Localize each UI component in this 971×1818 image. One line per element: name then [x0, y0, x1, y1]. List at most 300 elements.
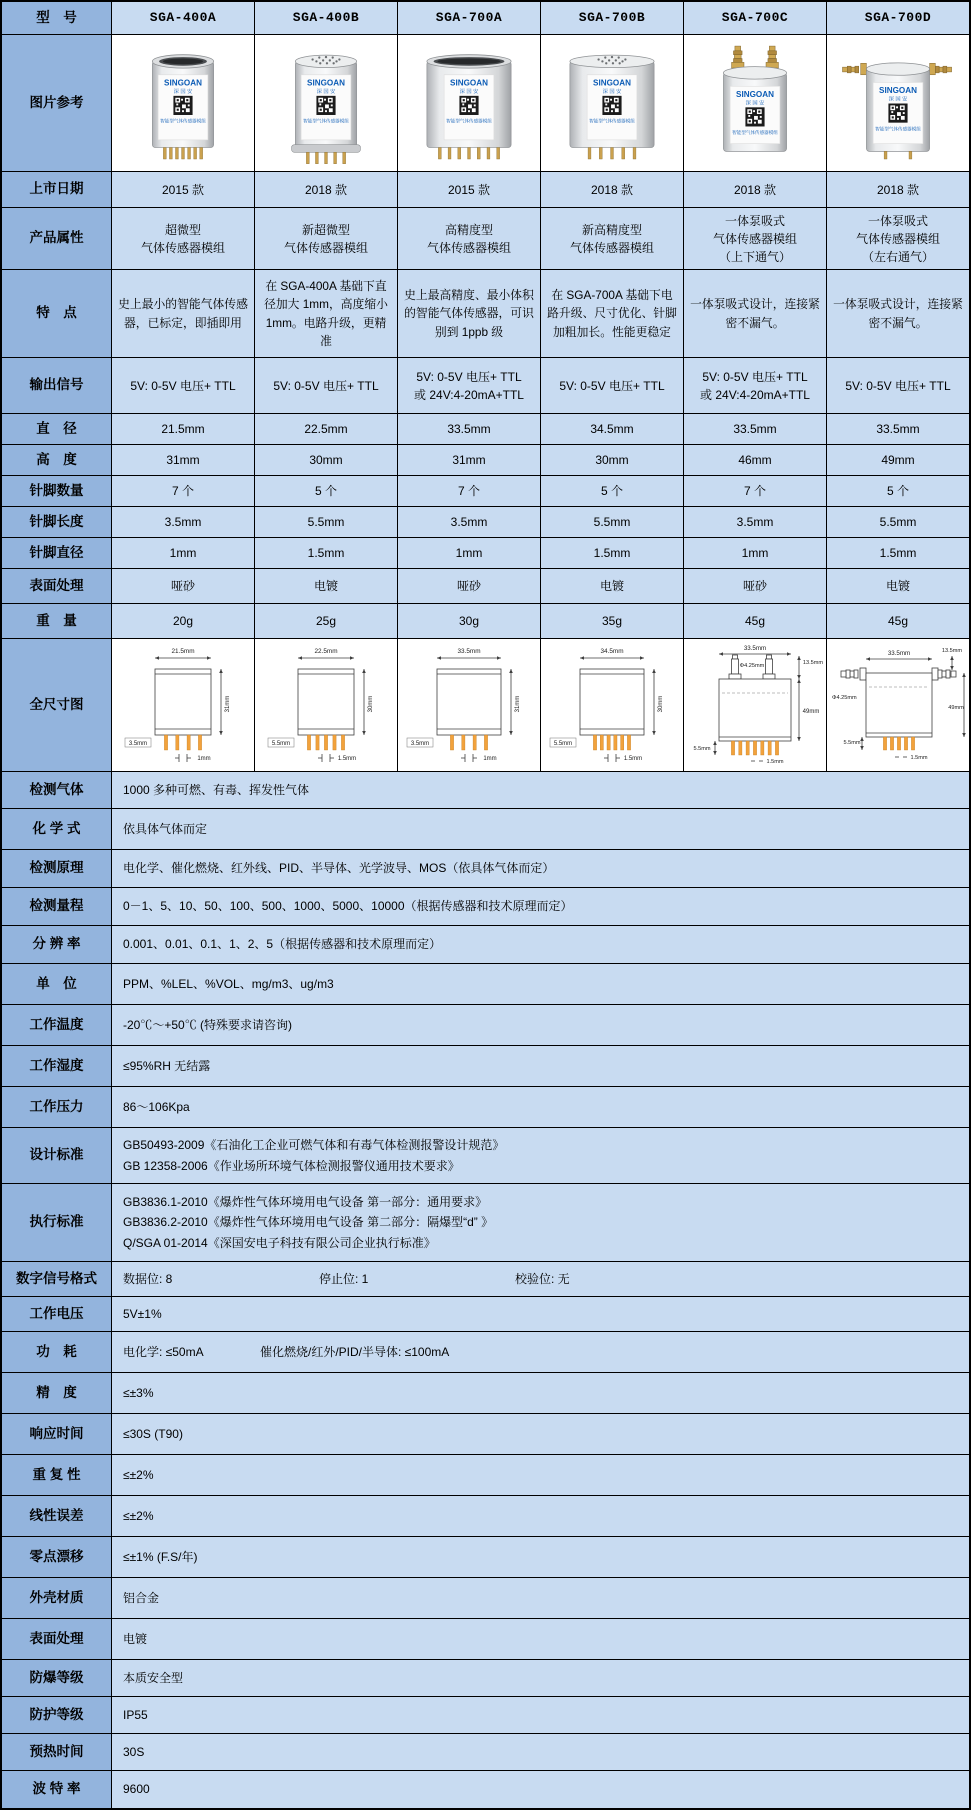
spec-value: 30S: [123, 1744, 145, 1759]
spec-cell-line: 5 个: [600, 484, 623, 498]
spec-cell-line: （上下通气）: [718, 249, 791, 264]
spec-value: IP55: [123, 1707, 148, 1722]
drawing-pin-icon: [341, 735, 344, 750]
spec-cell-weight: [398, 604, 541, 638]
spec-cell-launch-date: [255, 172, 398, 207]
spec-row-protection-grade: [2, 1697, 969, 1734]
spec-cell-line: 46mm: [738, 453, 772, 467]
spec-cell-surface-finish: [541, 569, 684, 603]
spec-value-cell-repeatability: [112, 1455, 969, 1495]
row-label-preheat-time: 预热时间: [2, 1734, 112, 1770]
spec-row-pin-length: [2, 507, 969, 538]
row-label-response-time: 响应时间: [2, 1414, 112, 1454]
brand-cn-text: 深 国 安: [459, 88, 479, 95]
dimension-drawing-cell-sga-700c: [684, 639, 827, 771]
spec-cell-features: [398, 270, 541, 357]
spec-cell-line: 气体传感器模组: [855, 231, 940, 246]
row-label-resolution: 分 辨 率: [2, 926, 112, 963]
model-header-sga-700a: SGA-700A: [398, 2, 541, 34]
spec-row-height: [2, 445, 969, 476]
spec-cell-launch-date: [398, 172, 541, 207]
spec-cell-line: 5V: 0-5V 电压+ TTL: [273, 378, 379, 393]
spec-value-cell-operating-voltage: [112, 1297, 969, 1331]
spec-cell-output-signal: [398, 358, 541, 413]
spec-cell-surface-finish: [255, 569, 398, 603]
gold-pin-icon: [909, 151, 912, 159]
dimension-label: 21.5mm: [170, 647, 195, 655]
dimension-label: Φ4.25mm: [831, 694, 857, 701]
spec-row-operating-temperature: [2, 1005, 969, 1046]
brass-nozzle-icon: [733, 58, 742, 62]
spec-value-cell-resolution: [112, 926, 969, 963]
spec-cell-line: 2015 款: [161, 182, 205, 197]
spec-cell-line: 2018 款: [590, 182, 634, 197]
spec-cell-line: 5V: 0-5V 电压+ TTL: [845, 378, 951, 393]
spec-cell-line: （左右通气）: [861, 249, 934, 264]
gold-pin-icon: [438, 147, 441, 158]
dimension-label: 1.5mm: [765, 758, 784, 765]
spec-value: -20℃～+50℃ (特殊要求请咨询): [123, 1017, 293, 1032]
spec-cell-line: 或 24V:4-20mA+TTL: [700, 387, 810, 402]
row-label-repeatability: 重 复 性: [2, 1455, 112, 1495]
spec-row-surface-finish: [2, 569, 969, 604]
row-label-drawing: 全尺寸图: [2, 639, 112, 771]
spec-cell-pin-count: [255, 476, 398, 506]
spec-value-cell-digital-signal-format: [112, 1262, 969, 1296]
drawing-pin-icon: [753, 741, 756, 755]
brand-logo-text: SINGOAN: [593, 77, 631, 87]
spec-cell-line: 新高精度型: [581, 222, 642, 237]
spec-cell-line: 一体泵吸式设计，连接紧密不漏气。: [690, 297, 820, 330]
spec-cell-line: 史上最高精度、最小体积的智能气体传感器，可识别到 1ppb 级: [404, 288, 534, 339]
spec-row-shell-surface-finish: [2, 1619, 969, 1660]
row-label-model: 型 号: [2, 2, 112, 34]
spec-cell-line: 45g: [744, 614, 766, 628]
drawing-pin-icon: [904, 737, 907, 750]
spec-value-cell-response-time: [112, 1414, 969, 1454]
spec-cell-output-signal: [541, 358, 684, 413]
vent-hole-icon: [615, 59, 617, 61]
spec-row-operating-pressure: [2, 1087, 969, 1128]
brass-nozzle-icon: [861, 63, 867, 74]
drawing-pin-icon: [324, 735, 327, 750]
row-label-operating-temperature: 工作温度: [2, 1005, 112, 1045]
spec-cell-line: 5V: 0-5V 电压+ TTL: [702, 369, 808, 384]
spec-value: ≤30S (T90): [123, 1426, 183, 1441]
spec-row-accuracy: [2, 1373, 969, 1414]
spec-cell-line: 5 个: [314, 484, 337, 498]
vent-hole-icon: [597, 58, 599, 60]
spec-cell-line: 3.5mm: [736, 515, 774, 529]
spec-cell-line: 45g: [887, 614, 909, 628]
spec-cell-product-attribute: [541, 208, 684, 269]
drawing-pin-icon: [890, 737, 893, 750]
vent-hole-icon: [315, 60, 317, 62]
spec-row-pin-count: [2, 476, 969, 507]
spec-cell-line: 气体传感器模组: [283, 240, 368, 255]
spec-cell-height: [541, 445, 684, 475]
standard-line: Q/SGA 01-2014《深国安电子科技有限公司企业执行标准》: [123, 1235, 436, 1250]
drawing-pin-icon: [473, 735, 476, 750]
dimension-drawing-cell-sga-400b: [255, 639, 398, 771]
spec-value-cell-power-consumption: [112, 1332, 969, 1372]
dimension-label: 1.5mm: [909, 754, 928, 761]
spec-row-detect-gas: [2, 772, 969, 809]
vent-hole-icon: [618, 56, 620, 58]
spec-cell-line: 49mm: [881, 453, 915, 467]
spec-cell-line: 31mm: [166, 453, 200, 467]
spec-row-unit: [2, 964, 969, 1005]
gold-pin-icon: [176, 147, 179, 158]
row-label-shell-material: 外壳材质: [2, 1578, 112, 1618]
spec-cell-line: 哑砂: [170, 579, 195, 593]
drawing-pin-icon: [187, 735, 190, 750]
spec-value: ≤±1% (F.S/年): [123, 1549, 198, 1564]
spec-cell-pin-count: [684, 476, 827, 506]
row-label-baud-rate: 波 特 率: [2, 1771, 112, 1808]
spec-row-preheat-time: [2, 1734, 969, 1771]
product-photo-sga-400a: [116, 40, 250, 167]
row-label-digital-signal-format: 数字信号格式: [2, 1262, 112, 1296]
dimension-label: 5.5mm: [842, 739, 861, 746]
spec-cell-product-attribute: [255, 208, 398, 269]
drawing-pin-icon: [175, 735, 178, 750]
drawing-pin-icon: [760, 741, 763, 755]
spec-cell-line: 5V: 0-5V 电压+ TTL: [130, 378, 236, 393]
spec-cell-pin-count: [541, 476, 684, 506]
spec-cell-line: 一体泵吸式设计，连接紧密不漏气。: [833, 297, 963, 330]
spec-row-output-signal: [2, 358, 969, 414]
brass-nozzle-icon: [769, 54, 776, 58]
vent-hole-icon: [322, 59, 324, 61]
brand-cn-text: 深 国 安: [745, 99, 765, 106]
row-label-detection-principle: 检测原理: [2, 850, 112, 887]
brass-nozzle-icon: [851, 67, 855, 72]
row-label-design-standard: 设计标准: [2, 1128, 112, 1183]
spec-cell-line: 气体传感器模组: [712, 231, 797, 246]
product-image-cell-sga-400b: [255, 35, 398, 171]
gold-pin-icon: [188, 147, 191, 158]
drawing-pin-icon: [593, 735, 596, 750]
gold-pin-icon: [477, 147, 480, 158]
spec-cell-line: 新超微型: [301, 222, 350, 237]
spec-row-chemical-formula: [2, 809, 969, 850]
row-label-chemical-formula: 化 学 式: [2, 809, 112, 849]
model-header-sga-400b: SGA-400B: [255, 2, 398, 34]
spec-cell-line: 史上最小的智能气体传感器，已标定，即插即用: [118, 297, 248, 330]
spec-cell-features: [684, 270, 827, 357]
product-image-cell-sga-700c: [684, 35, 827, 171]
vent-hole-icon: [338, 58, 340, 60]
segment-value: 催化燃烧/红外/PID/半导体: ≤100mA: [260, 1344, 450, 1359]
spec-value: 1000 多种可燃、有毒、挥发性气体: [123, 782, 310, 797]
dimension-label: 3.5mm: [128, 740, 147, 747]
spec-cell-features: [827, 270, 969, 357]
spec-cell-line: 20g: [172, 614, 194, 628]
gold-pin-icon: [315, 152, 318, 163]
spec-cell-line: 33.5mm: [447, 422, 491, 436]
brand-cn-text: 深 国 安: [316, 88, 336, 95]
spec-cell-line: 5V: 0-5V 电压+ TTL: [416, 369, 522, 384]
drawing-pin-icon: [164, 735, 167, 750]
spec-cell-diameter: [827, 414, 969, 444]
spec-cell-line: 一体泵吸式: [724, 213, 785, 228]
dimension-label: 13.5mm: [802, 659, 823, 666]
spec-value-cell-detection-range: [112, 888, 969, 925]
vent-hole-icon: [311, 58, 313, 60]
spec-cell-pin-count: [827, 476, 969, 506]
spec-value: PPM、%LEL、%VOL、mg/m3、ug/m3: [123, 976, 334, 991]
spec-value-cell-shell-material: [112, 1578, 969, 1618]
brand-logo-text: SINGOAN: [450, 77, 488, 87]
row-label-detection-range: 检测量程: [2, 888, 112, 925]
product-image-row: [2, 35, 969, 172]
spec-cell-line: 1mm: [169, 546, 197, 560]
spec-value: ≤±2%: [123, 1508, 154, 1523]
drawing-pin-icon: [897, 737, 900, 750]
spec-cell-product-attribute: [827, 208, 969, 269]
dimension-label: 5.5mm: [271, 740, 290, 747]
drawing-pin-icon: [768, 741, 771, 755]
vent-hole-icon: [612, 62, 614, 64]
spec-value-cell-baud-rate: [112, 1771, 969, 1808]
spec-cell-weight: [684, 604, 827, 638]
spec-cell-line: 21.5mm: [161, 422, 205, 436]
drawing-pin-icon: [620, 735, 623, 750]
spec-cell-pin-diameter: [398, 538, 541, 568]
dimension-label: 31mm: [224, 695, 231, 712]
spec-cell-line: 在 SGA-400A 基础下直径加大 1mm，高度缩小 1mm。电路升级，更精准: [264, 278, 388, 348]
vent-hole-icon: [319, 62, 321, 64]
spec-cell-line: 3.5mm: [450, 515, 488, 529]
spec-cell-weight: [255, 604, 398, 638]
gold-pin-icon: [325, 152, 328, 163]
spec-cell-line: 33.5mm: [733, 422, 777, 436]
spec-row-launch-date: [2, 172, 969, 208]
spec-cell-line: 3.5mm: [164, 515, 202, 529]
product-photo-sga-700a: [402, 40, 536, 167]
dimension-drawing-sga-400b: [256, 643, 397, 768]
dimension-label: 13.5mm: [941, 647, 962, 654]
spec-row-detection-range: [2, 888, 969, 926]
spec-cell-line: 5.5mm: [879, 515, 917, 529]
product-caption-text: 智能型气体传感器模组: [303, 118, 349, 124]
dimension-label: 1mm: [482, 755, 497, 762]
gold-pin-icon: [468, 147, 471, 158]
row-label-explosion-proof-grade: 防爆等级: [2, 1660, 112, 1696]
spec-value-cell-preheat-time: [112, 1734, 969, 1770]
spec-value-cell-execution-standard: [112, 1184, 969, 1261]
row-label-operating-pressure: 工作压力: [2, 1087, 112, 1127]
brass-nozzle-icon: [842, 67, 847, 72]
vent-hole-icon: [621, 60, 623, 62]
row-label-product-attribute: 产品属性: [2, 208, 112, 269]
dimension-label: 1.5mm: [623, 755, 642, 762]
row-label-launch-date: 上市日期: [2, 172, 112, 207]
spec-value-cell-detection-principle: [112, 850, 969, 887]
product-image-cell-sga-700b: [541, 35, 684, 171]
gold-pin-icon: [611, 147, 614, 158]
dimension-label: 34.5mm: [599, 647, 624, 655]
spec-value: 0－1、5、10、50、100、500、1000、5000、10000（根据传感器和技术原理而定）: [123, 899, 573, 914]
row-label-diameter: 直 径: [2, 414, 112, 444]
spec-cell-pin-length: [112, 507, 255, 537]
gold-pin-icon: [622, 147, 625, 158]
spec-cell-line: 7 个: [457, 484, 480, 498]
spec-cell-weight: [541, 604, 684, 638]
spec-cell-line: 25g: [315, 614, 337, 628]
standard-line: GB3836.2-2010《爆炸性气体环境用电气设备 第二部分：隔爆型“d” 》: [123, 1215, 494, 1230]
spec-cell-line: 哑砂: [742, 579, 767, 593]
segment-value: 数据位: 8: [123, 1271, 173, 1286]
spec-cell-line: 33.5mm: [876, 422, 920, 436]
dimension-drawing-row: [2, 639, 969, 772]
spec-cell-height: [684, 445, 827, 475]
spec-cell-height: [255, 445, 398, 475]
dimension-label: 30mm: [657, 695, 664, 712]
spec-value: ≤±3%: [123, 1385, 154, 1400]
vent-hole-icon: [604, 56, 606, 58]
brass-nozzle-icon: [769, 46, 775, 51]
dimension-label: 31mm: [514, 695, 521, 712]
vent-hole-icon: [601, 60, 603, 62]
row-label-protection-grade: 防护等级: [2, 1697, 112, 1733]
spec-cell-line: 2018 款: [733, 182, 777, 197]
row-label-weight: 重 量: [2, 604, 112, 638]
brass-nozzle-icon: [735, 46, 741, 51]
spec-cell-pin-diameter: [827, 538, 969, 568]
brass-nozzle-icon: [935, 66, 939, 73]
spec-value: ≤95%RH 无结露: [123, 1058, 211, 1073]
spec-cell-pin-diameter: [684, 538, 827, 568]
drawing-pin-icon: [613, 735, 616, 750]
product-caption-text: 智能型气体传感器模组: [875, 125, 921, 131]
spec-row-resolution: [2, 926, 969, 964]
row-label-pin-diameter: 针脚直径: [2, 538, 112, 568]
brand-logo-text: SINGOAN: [736, 89, 774, 99]
brass-nozzle-icon: [939, 67, 943, 72]
gold-pin-icon: [334, 152, 337, 163]
spec-cell-line: 气体传感器模组: [569, 240, 654, 255]
product-photo-sga-400b: [259, 40, 393, 167]
spec-value-cell-operating-temperature: [112, 1005, 969, 1045]
spec-row-operating-voltage: [2, 1297, 969, 1332]
spec-row-shell-material: [2, 1578, 969, 1619]
spec-row-response-time: [2, 1414, 969, 1455]
spec-cell-line: 30mm: [309, 453, 343, 467]
gold-pin-icon: [169, 147, 172, 158]
dimension-label: 33.5mm: [743, 644, 766, 652]
gold-pin-icon: [194, 147, 197, 158]
spec-value-cell-shell-surface-finish: [112, 1619, 969, 1659]
spec-value: ≤±2%: [123, 1467, 154, 1482]
vent-hole-icon: [605, 62, 607, 64]
spec-cell-line: 22.5mm: [304, 422, 348, 436]
row-label-linearity-error: 线性误差: [2, 1496, 112, 1536]
dimension-label: 5.5mm: [692, 745, 711, 752]
spec-cell-diameter: [398, 414, 541, 444]
dimension-label: Φ4.25mm: [739, 662, 764, 669]
dimension-label: 3.5mm: [410, 740, 429, 747]
vent-hole-icon: [332, 56, 334, 58]
brass-nozzle-icon: [768, 58, 777, 62]
brass-nozzle-icon: [930, 63, 936, 74]
drawing-pin-icon: [198, 735, 201, 750]
row-label-height: 高 度: [2, 445, 112, 475]
spec-row-product-attribute: [2, 208, 969, 270]
dimension-drawing-sga-700b: [542, 643, 683, 768]
spec-cell-line: 7 个: [743, 484, 766, 498]
dimension-drawing-sga-400a: [113, 643, 254, 768]
spec-cell-surface-finish: [684, 569, 827, 603]
brass-nozzle-icon: [768, 50, 777, 54]
spec-cell-product-attribute: [112, 208, 255, 269]
spec-cell-line: 高精度型: [444, 222, 493, 237]
product-photo-sga-700d: [831, 40, 965, 167]
spec-cell-line: 气体传感器模组: [140, 240, 225, 255]
spec-cell-line: 30mm: [595, 453, 629, 467]
spec-row-digital-signal-format: [2, 1262, 969, 1297]
spec-cell-height: [398, 445, 541, 475]
drawing-pin-icon: [315, 735, 318, 750]
spec-cell-pin-length: [827, 507, 969, 537]
spec-cell-pin-diameter: [541, 538, 684, 568]
spec-cell-surface-finish: [112, 569, 255, 603]
spec-cell-pin-length: [398, 507, 541, 537]
row-label-operating-humidity: 工作湿度: [2, 1046, 112, 1086]
brass-nozzle-icon: [847, 66, 851, 73]
spec-cell-output-signal: [827, 358, 969, 413]
standard-line: GB 12358-2006《作业场所环境气体检测报警仪通用技术要求》: [123, 1158, 460, 1173]
spec-value: 9600: [123, 1782, 150, 1797]
row-label-surface-finish: 表面处理: [2, 569, 112, 603]
spec-cell-line: 2015 款: [447, 182, 491, 197]
brand-cn-text: 深 国 安: [888, 96, 908, 103]
spec-cell-line: 气体传感器模组: [426, 240, 511, 255]
brand-cn-text: 深 国 安: [173, 88, 193, 95]
brand-logo-text: SINGOAN: [307, 77, 345, 87]
spec-cell-line: 5.5mm: [307, 515, 345, 529]
drawing-pin-icon: [883, 737, 886, 750]
gold-pin-icon: [599, 147, 602, 158]
vent-hole-icon: [335, 60, 337, 62]
brand-cn-text: 深 国 安: [602, 88, 622, 95]
gold-pin-icon: [487, 147, 490, 158]
spec-cell-line: 5.5mm: [593, 515, 631, 529]
product-caption-text: 智能型气体传感器模组: [446, 118, 492, 124]
spec-value-cell-operating-humidity: [112, 1046, 969, 1086]
spec-cell-pin-diameter: [255, 538, 398, 568]
spec-row-zero-drift: [2, 1537, 969, 1578]
spec-cell-diameter: [255, 414, 398, 444]
gold-pin-icon: [182, 147, 185, 158]
spec-cell-line: 2018 款: [876, 182, 920, 197]
spec-value-cell-accuracy: [112, 1373, 969, 1413]
spec-value-cell-unit: [112, 964, 969, 1004]
spec-cell-line: 1.5mm: [307, 546, 345, 560]
segment-value: 校验位: 无: [515, 1271, 570, 1286]
vent-hole-icon: [329, 59, 331, 61]
spec-row-diameter: [2, 414, 969, 445]
row-label-pin-count: 针脚数量: [2, 476, 112, 506]
product-caption-text: 智能型气体传感器模组: [589, 118, 635, 124]
spec-cell-line: 1.5mm: [879, 546, 917, 560]
model-header-row: [2, 2, 969, 35]
spec-cell-launch-date: [541, 172, 684, 207]
spec-cell-line: 35g: [601, 614, 623, 628]
brass-nozzle-icon: [943, 66, 947, 73]
drawing-pin-icon: [461, 735, 464, 750]
